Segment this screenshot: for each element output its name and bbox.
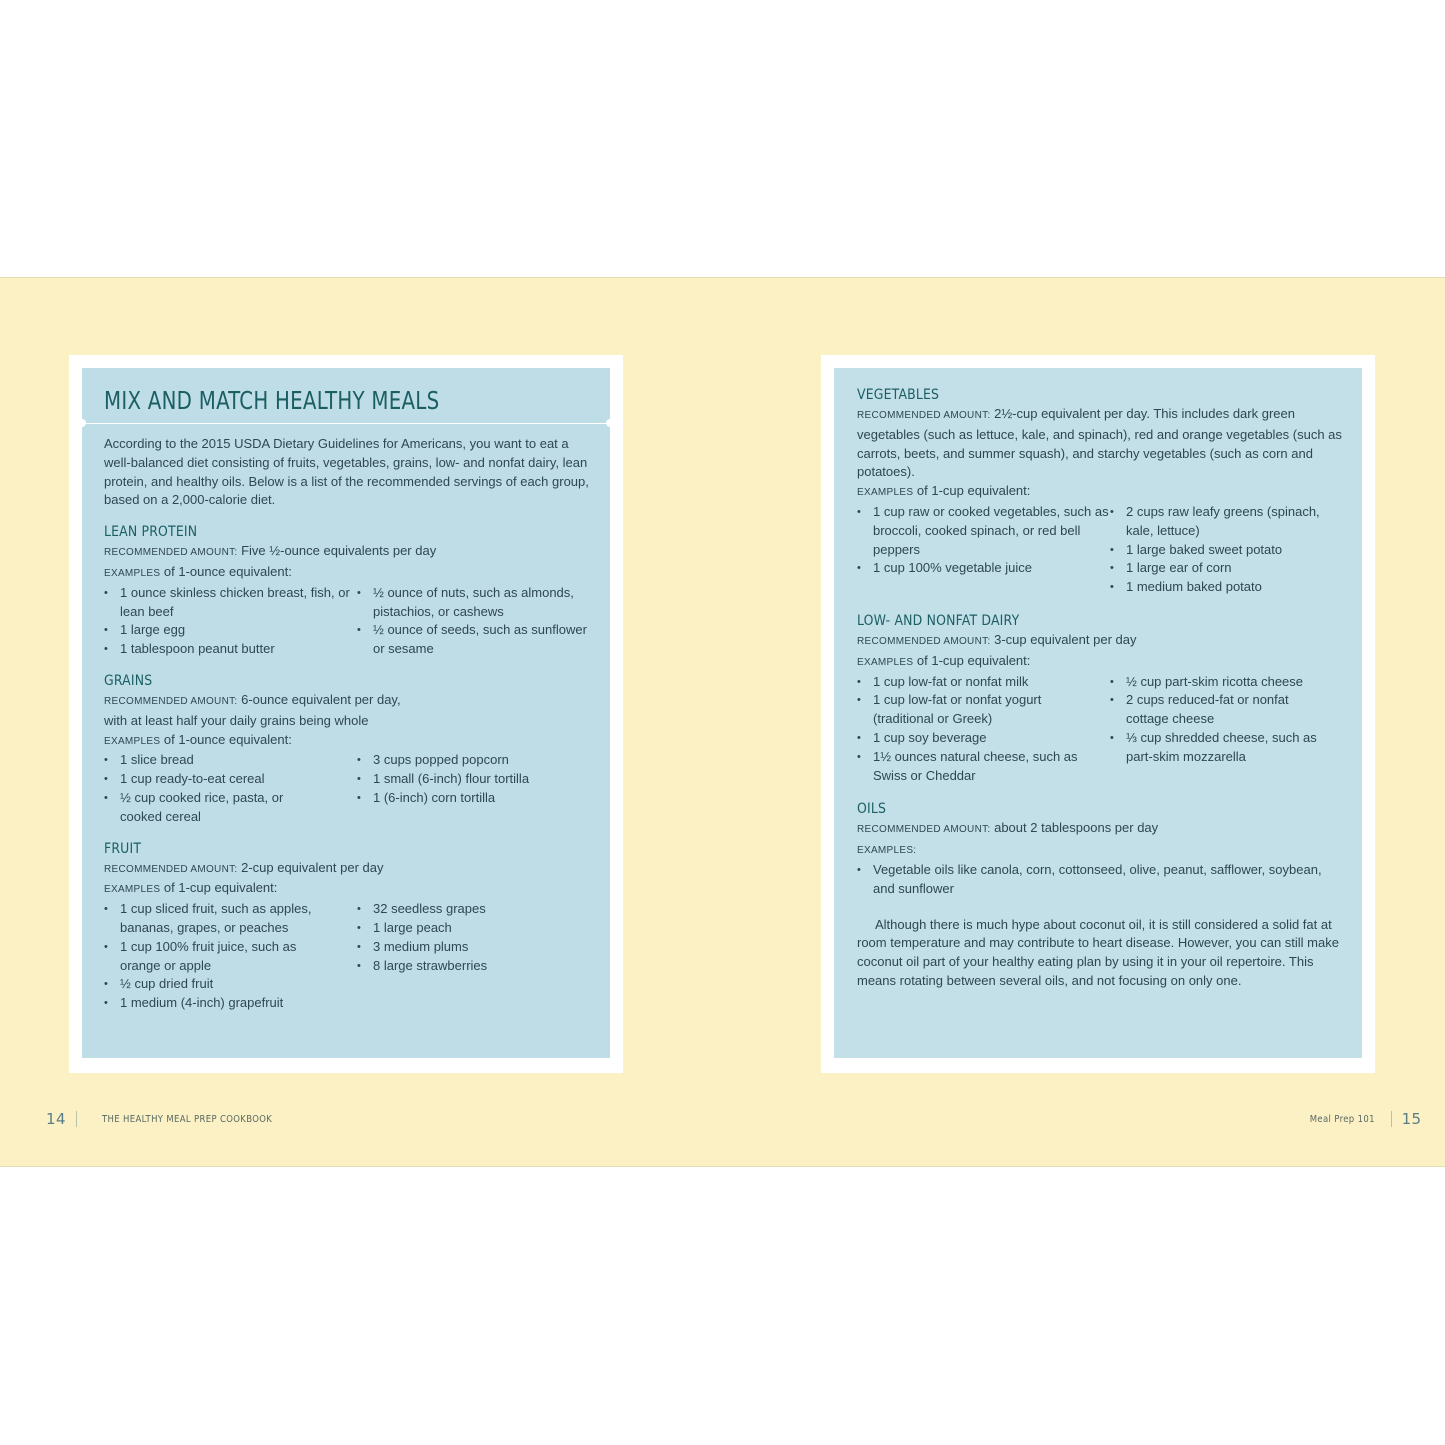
examples-list-col1 — [857, 673, 1110, 786]
page-title: MIX AND MATCH HEALTHY MEALS — [104, 386, 440, 415]
list-item: • 1 cup 100% vegetable juice — [857, 559, 1110, 578]
folio-divider — [1391, 1111, 1392, 1127]
list-item: • 1 cup soy beverage — [857, 729, 1110, 748]
list-item: • 1 (6-inch) corn tortilla — [357, 789, 590, 808]
page-number: 14 — [46, 1110, 66, 1128]
list-item: • 32 seedless grapes — [357, 900, 590, 919]
list-item: • 1 large ear of corn — [1110, 559, 1344, 578]
examples-line: EXAMPLES of 1-cup equivalent: — [857, 652, 1031, 668]
list-item: • ½ cup part-skim ricotta cheese — [1110, 673, 1344, 692]
list-item: • 1 cup raw or cooked vegetables, such as broccoli, cooked spinach, or red bell peppers — [857, 503, 1110, 559]
list-item: • 1 large baked sweet potato — [1110, 541, 1344, 560]
list-item: • 1 medium (4-inch) grapefruit — [104, 994, 357, 1013]
list-item: • ½ cup dried fruit — [104, 975, 357, 994]
recommended-amount: RECOMMENDED AMOUNT: 6-ounce equivalent per day, with at least half your daily grains being whole — [104, 691, 401, 728]
closing-paragraph: Although there is much hype about coconut oil, it is still considered a solid fat at room temperature and may contribute to heart disease. However, you can still make coconut oil part of your healthy eating plan by using it in your oil repertoire. This means rotating between several oils, and not focusing on only one. — [857, 916, 1339, 988]
examples-list-col1 — [104, 584, 357, 659]
examples-line: EXAMPLES of 1-ounce equivalent: — [104, 731, 292, 747]
running-title: THE HEALTHY MEAL PREP COOKBOOK — [101, 1113, 273, 1125]
notch-left — [78, 419, 86, 427]
list-item: • 2 cups reduced-fat or nonfat cottage cheese — [1110, 691, 1326, 729]
examples-list-col2 — [357, 751, 590, 826]
section-oils — [857, 801, 1344, 898]
recommended-amount: RECOMMENDED AMOUNT: 2½-cup equivalent per day. This includes dark green vegetables (such as lettuce, kale, and spinach), red and orange vegetables (such as carrots, beets, and summer squash), and starchy vegetables (such as corn and potatoes). — [857, 406, 1342, 480]
right-sidebar-frame — [821, 355, 1375, 1073]
section-heading: LOW- AND NONFAT DAIRY — [857, 612, 1020, 629]
page-number: 15 — [1401, 1110, 1422, 1128]
list-item: • ½ ounce of seeds, such as sunflower or sesame — [357, 621, 590, 659]
list-item: • 1 large egg — [104, 621, 357, 640]
list-item: • 1 cup 100% fruit juice, such as orange or apple — [104, 938, 310, 976]
title-rule — [82, 423, 610, 424]
list-item: • 1½ ounces natural cheese, such as Swiss or Cheddar — [857, 748, 1098, 786]
list-item: • 1 cup low-fat or nonfat yogurt (traditional or Greek) — [857, 691, 1078, 729]
section-grains — [104, 673, 590, 827]
running-title: Meal Prep 101 — [1309, 1113, 1375, 1125]
examples-list-col2 — [1110, 503, 1344, 597]
section-heading: VEGETABLES — [857, 387, 940, 403]
list-item: • 3 medium plums — [357, 938, 590, 957]
list-item: • ½ ounce of nuts, such as almonds, pistachios, or cashews — [357, 584, 590, 622]
list-item: • 1 tablespoon peanut butter — [104, 640, 357, 659]
section-vegetables — [857, 387, 1344, 597]
section-heading: OILS — [857, 801, 887, 818]
list-item: • 8 large strawberries — [357, 957, 590, 976]
list-item: • 1 cup ready-to-eat cereal — [104, 770, 357, 789]
section-heading: FRUIT — [104, 840, 142, 857]
list-item: • 1 slice bread — [104, 751, 357, 770]
list-item: • 1 large peach — [357, 919, 590, 938]
list-item: • 1 medium baked potato — [1110, 578, 1344, 597]
left-folio — [46, 1110, 287, 1128]
list-item: • 1 cup low-fat or nonfat milk — [857, 673, 1110, 692]
list-item: • ½ cup cooked rice, pasta, or cooked cereal — [104, 789, 290, 827]
examples-line: EXAMPLES of 1-cup equivalent: — [857, 483, 1031, 499]
examples-line: EXAMPLES of 1-ounce equivalent: — [104, 563, 292, 579]
examples-list-col1 — [104, 751, 357, 826]
intro-paragraph: According to the 2015 USDA Dietary Guidelines for Americans, you want to eat a well-balanced diet consisting of fruits, vegetables, grains, low- and nonfat dairy, lean protein, and healthy oils. Below is a list of the recommended servings of each group, based on a 2,000-calorie diet. — [104, 436, 589, 508]
list-item: • 1 cup sliced fruit, such as apples, bananas, grapes, or peaches — [104, 900, 357, 938]
examples-list-col2 — [357, 584, 590, 659]
recommended-amount: RECOMMENDED AMOUNT: 2-cup equivalent per day — [104, 859, 384, 875]
list-item: • Vegetable oils like canola, corn, cottonseed, olive, peanut, safflower, soybean, and sunflower — [857, 861, 1344, 899]
left-sidebar-box — [82, 368, 610, 1058]
notch-right — [606, 419, 614, 427]
examples-list-col1 — [104, 900, 357, 1013]
recommended-amount: RECOMMENDED AMOUNT: 3-cup equivalent per day — [857, 631, 1137, 647]
folio-divider — [76, 1111, 77, 1127]
section-dairy — [857, 613, 1344, 785]
section-heading: LEAN PROTEIN — [104, 524, 198, 541]
list-item: • ⅓ cup shredded cheese, such as part-skim mozzarella — [1110, 729, 1344, 767]
examples-list-col2 — [357, 900, 590, 1013]
examples-list-col2 — [1110, 673, 1344, 786]
examples-line: EXAMPLES: — [857, 845, 917, 857]
recommended-amount: RECOMMENDED AMOUNT: Five ½-ounce equivalents per day — [104, 543, 437, 559]
examples-list — [857, 861, 1344, 899]
right-folio — [1304, 1110, 1421, 1128]
section-lean-protein — [104, 524, 590, 659]
list-item: • 1 ounce skinless chicken breast, fish, or lean beef — [104, 584, 357, 622]
list-item: • 1 small (6-inch) flour tortilla — [357, 770, 590, 789]
list-item: • 2 cups raw leafy greens (spinach, kale, lettuce) — [1110, 503, 1344, 541]
examples-line: EXAMPLES of 1-cup equivalent: — [104, 880, 278, 896]
section-heading: GRAINS — [104, 672, 153, 689]
list-item: • 3 cups popped popcorn — [357, 751, 590, 770]
right-sidebar-box — [834, 368, 1362, 1058]
left-sidebar-frame — [69, 355, 623, 1073]
recommended-amount: RECOMMENDED AMOUNT: about 2 tablespoons per day — [857, 820, 1159, 836]
section-fruit — [104, 841, 590, 1013]
examples-list-col1 — [857, 503, 1110, 597]
